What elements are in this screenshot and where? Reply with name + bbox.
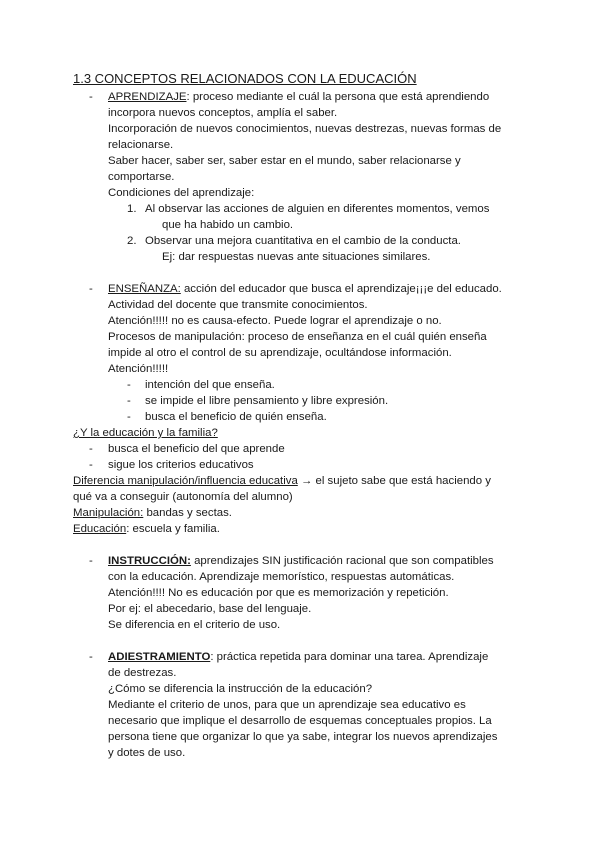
bullet-dash: - (89, 555, 93, 567)
edu-term: Educación (73, 523, 127, 535)
bullet-dash: - (89, 283, 93, 295)
bullet-dash: - (89, 91, 93, 103)
sub-item: intención del que enseña. (145, 379, 275, 391)
text-line: ¿Cómo se diferencia la instrucción de la educación? (108, 683, 373, 695)
text-line: Se diferencia en el criterio de uso. (108, 619, 281, 631)
condition-text: Al observar las acciones de alguien en diferentes momentos, vemos (145, 203, 490, 215)
text-line: impide al otro el control de su aprendizaje, ocultándose información. (108, 347, 452, 359)
text-line: Atención!!!! No es educación por que es memorización y repetición. (108, 587, 449, 599)
text-line: Actividad del docente que transmite conocimientos. (108, 299, 368, 311)
text-line: relacionarse. (108, 139, 174, 151)
list-number: 1. (127, 203, 137, 215)
list-item: busca el beneficio del que aprende (108, 443, 285, 455)
section-title: 1.3 CONCEPTOS RELACIONADOS CON LA EDUCACIÓN (73, 71, 417, 86)
sub-item: se impide el libre pensamiento y libre expresión. (145, 395, 389, 407)
text-line: Atención!!!!! no es causa-efecto. Puede lograr el aprendizaje o no. (108, 315, 442, 327)
text-line: qué va a conseguir (autonomía del alumno) (73, 491, 293, 503)
text-line: de destrezas. (108, 667, 177, 679)
bullet-dash: - (127, 379, 131, 391)
ensenanza-block: - ENSEÑANZA: acción del educador que busca el aprendizaje¡¡¡e del educado. Actividad del docente que transmite conocimientos. Atención!!!!! no es causa-efecto. Puede lograr el aprendizaje o no. Procesos de manipulación: proceso de enseñanza en el cuál quién enseña impide al otro el control de su aprendizaje, ocultándose información. Atención!!!!! - intención del que enseña. - se impide el libre pensamiento y libre expresión. - busca el beneficio de quién enseña. (89, 283, 502, 423)
text-line: Mediante el criterio de unos, para que un aprendizaje sea educativo es (108, 699, 466, 711)
text-line: incorpora nuevos conceptos, amplía el saber. (108, 107, 338, 119)
text-line: y dotes de uso. (108, 747, 186, 759)
condition-text: Ej: dar respuestas nuevas ante situaciones similares. (162, 251, 431, 263)
text-line: comportarse. (108, 171, 175, 183)
aprendizaje-term: APRENDIZAJE (108, 91, 187, 103)
bullet-dash: - (89, 459, 93, 471)
sub-item: busca el beneficio de quién enseña. (145, 411, 327, 423)
bullet-dash: - (127, 411, 131, 423)
list-number: 2. (127, 235, 137, 247)
text-line: Procesos de manipulación: proceso de enseñanza en el cuál quién enseña (108, 331, 487, 343)
bullet-dash: - (89, 651, 93, 663)
adiestramiento-term: ADIESTRAMIENTO (108, 651, 211, 663)
text-line: Atención!!!!! (108, 363, 169, 375)
condition-text: Observar una mejora cuantitativa en el cambio de la conducta. (145, 235, 461, 247)
ensenanza-term: ENSEÑANZA: (108, 283, 181, 295)
aprendizaje-block (0, 89, 600, 265)
adiestramiento-block: - ADIESTRAMIENTO: práctica repetida para dominar una tarea. Aprendizaje de destrezas. ¿Cómo se diferencia la instrucción de la educación? Mediante el criterio de unos, para que un aprendizaje sea educativo es necesario que implique el desarrollo de esquemas conceptuales propios. La persona tiene que organizar lo que ya sabe, integrar los nuevos aprendizajes y dotes de uso. (89, 651, 498, 759)
bullet-dash: - (127, 395, 131, 407)
bullet-dash: - (89, 443, 93, 455)
text-line: necesario que implique el desarrollo de esquemas conceptuales propios. La (108, 715, 492, 727)
familia-heading: ¿Y la educación y la familia? (73, 427, 218, 439)
manip-term: Manipulación: (73, 507, 144, 519)
text-line: Por ej: el abecedario, base del lenguaje. (108, 603, 312, 615)
text-line: Saber hacer, saber ser, saber estar en el mundo, saber relacionarse y (108, 155, 461, 167)
instruccion-term: INSTRUCCIÓN: (108, 555, 191, 567)
list-item: sigue los criterios educativos (108, 459, 254, 471)
aprendizaje-line: - APRENDIZAJE: proceso mediante el cuál la persona que está aprendiendo (89, 91, 490, 103)
text-line: Incorporación de nuevos conocimientos, nuevas destrezas, nuevas formas de (108, 123, 502, 135)
text-line: con la educación. Aprendizaje memorístico, respuestas automáticas. (108, 571, 455, 583)
text-line: persona tiene que organizar lo que ya sabe, integrar los nuevos aprendizajes (108, 731, 498, 743)
familia-block: ¿Y la educación y la familia? - busca el beneficio del que aprende - sigue los criterios educativos Diferencia manipulación/influencia educativa → el sujeto sabe que está haciendo y qué va a conseguir (autonomía del alumno) Manipulación: bandas y sectas. Educación: escuela y familia. (73, 427, 491, 535)
instruccion-block: - INSTRUCCIÓN: aprendizajes SIN justificación racional que son compatibles con la educación. Aprendizaje memorístico, respuestas automáticas. Atención!!!! No es educación por que es memorización y repetición. Por ej: el abecedario, base del lenguaje. Se diferencia en el criterio de uso. (89, 555, 494, 631)
text-line: Condiciones del aprendizaje: (108, 187, 255, 199)
condition-text: que ha habido un cambio. (162, 219, 294, 231)
diff-term: Diferencia manipulación/influencia educativa (73, 475, 298, 487)
